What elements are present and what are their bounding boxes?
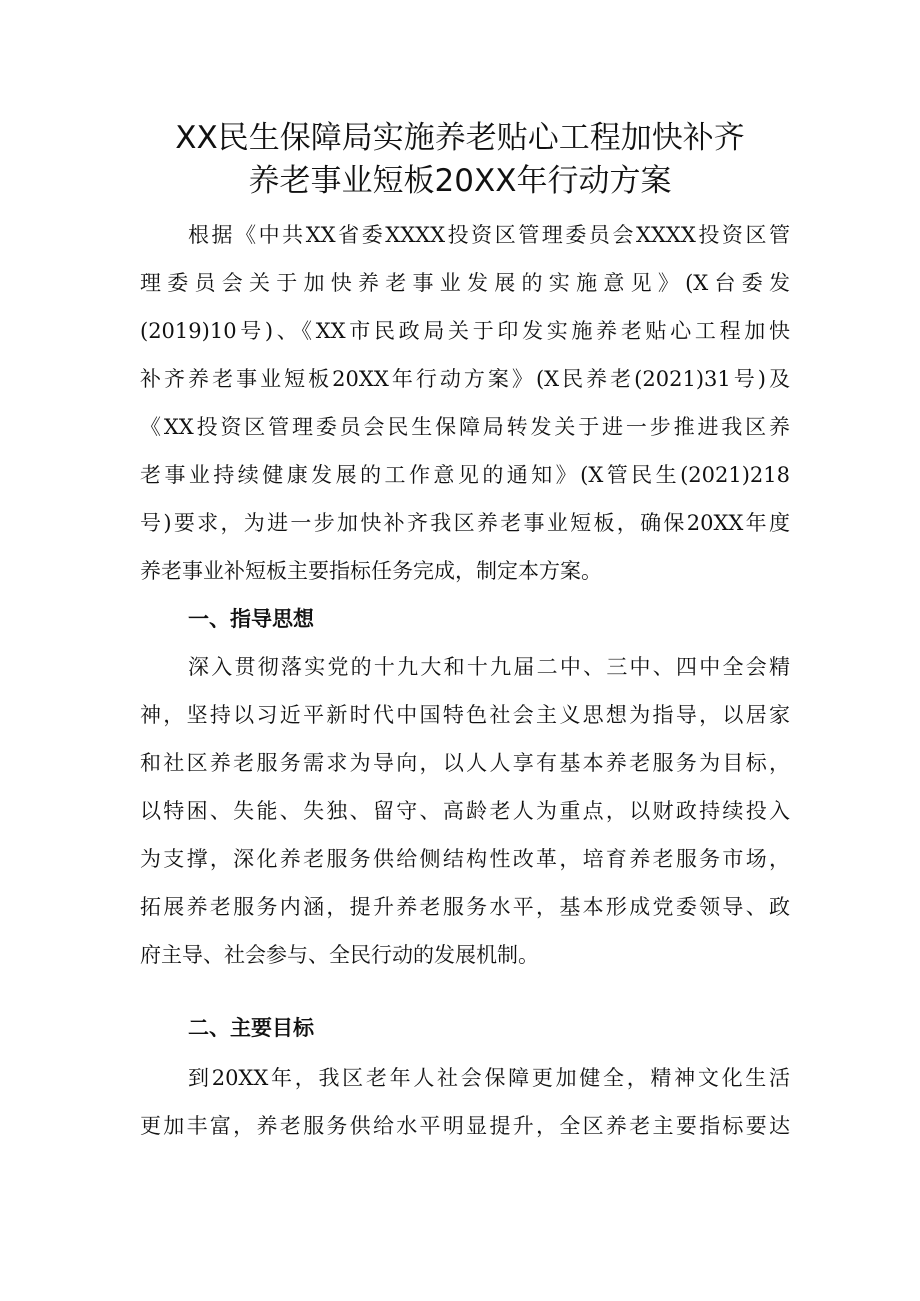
intro-line: 号)要求，为进一步加快补齐我区养老事业短板，确保20XX年度: [140, 511, 790, 535]
intro-line: 补齐养老事业短板20XX年行动方案》(X民养老(2021)31号)及: [140, 367, 790, 391]
intro-line: 养老事业补短板主要指标任务完成，制定本方案。: [140, 559, 602, 583]
section1-line: 神，坚持以习近平新时代中国特色社会主义思想为指导，以居家: [140, 703, 790, 727]
section1-line: 拓展养老服务内涵，提升养老服务水平，基本形成党委领导、政: [140, 895, 790, 919]
section1-line: 和社区养老服务需求为导向，以人人享有基本养老服务为目标，: [140, 751, 790, 775]
section-heading-main-goals: 二、主要目标: [188, 1016, 314, 1040]
section2-line: 更加丰富，养老服务供给水平明显提升，全区养老主要指标要达: [140, 1114, 790, 1138]
document-title-line-1: XX民生保障局实施养老贴心工程加快补齐: [175, 120, 745, 156]
section2-line: 到20XX年，我区老年人社会保障更加健全，精神文化生活: [188, 1066, 790, 1090]
intro-line: 老事业持续健康发展的工作意见的通知》(X管民生(2021)218: [140, 463, 790, 487]
section1-line: 府主导、社会参与、全民行动的发展机制。: [140, 943, 539, 967]
section1-line: 为支撑，深化养老服务供给侧结构性改革，培育养老服务市场，: [140, 847, 790, 871]
intro-line: 根据《中共XX省委XXXX投资区管理委员会XXXX投资区管: [188, 223, 790, 247]
intro-line: (2019)10号)、《XX市民政局关于印发实施养老贴心工程加快: [140, 319, 790, 343]
intro-line: 《XX投资区管理委员会民生保障局转发关于进一步推进我区养: [140, 415, 790, 439]
section-heading-guiding-ideology: 一、指导思想: [188, 607, 314, 631]
section1-line: 深入贯彻落实党的十九大和十九届二中、三中、四中全会精: [188, 655, 790, 679]
intro-line: 理委员会关于加快养老事业发展的实施意见》(X台委发: [140, 271, 790, 295]
document-title-line-2: 养老事业短板20XX年行动方案: [248, 163, 672, 199]
section1-line: 以特困、失能、失独、留守、高龄老人为重点，以财政持续投入: [140, 799, 790, 823]
